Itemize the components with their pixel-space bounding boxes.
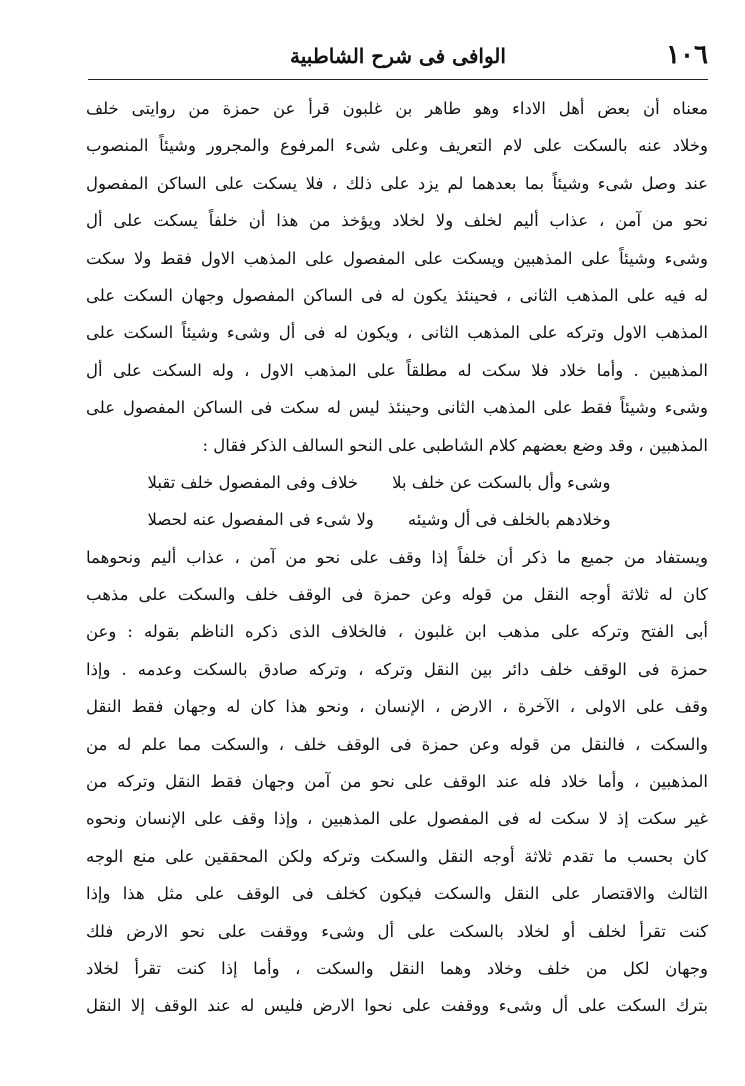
page-header: [88, 40, 708, 80]
text-line: له فيه على المذهب الثانى ، فحينئذ يكون له فى الساكن المفصول وجهان السكت على: [86, 285, 708, 305]
text-line: ويستفاد من جميع ما ذكر أن خلفاً إذا وقف على نحو من آمن ، عذاب أليم ونحوهما: [86, 547, 708, 567]
verse-first-hemistich: وشىء وأل بالسكت عن خلف بلا: [392, 472, 611, 492]
text-line: وشىء وشيئاً فقط على المذهب الثانى وحينئذ ليس له سكت فى الساكن المفصول على: [86, 398, 708, 418]
text-line: وجهان لكل من خلف وخلاد وهما النقل والسكت ، وأما إذا كنت تقرأ لخلاد: [86, 958, 708, 978]
verse-second-hemistich: خلاف وفى المفصول خلف تقبلا: [147, 472, 359, 492]
text-line: كنت تقرأ لخلف أو لخلاد بالسكت على أل وشىء ووقفت على نحو الارض فلك: [86, 921, 708, 941]
text-line: والسكت ، فالنقل من قوله وعن حمزة فى الوقف خلف ، والسكت مما علم له من: [86, 734, 708, 754]
header-rule: [88, 79, 708, 80]
text-line: أبى الفتح وتركه على مذهب ابن غلبون ، فالخلاف الذى ذكره الناظم بقوله : وعن: [86, 622, 708, 642]
text-line: حمزة فى الوقف خلف دائر بين النقل وتركه ، وتركه صادق بالسكت وعدمه . وإذا: [86, 659, 708, 679]
text-line: نحو من آمن ، عذاب أليم لخلف ولا لخلاد ويؤخذ من هذا أن خلفاً يسكت على أل: [86, 211, 708, 231]
text-line: وقف على الاولى ، الآخرة ، الارض ، الإنسان ، ونحو هذا كان له وجهان فقط النقل: [86, 697, 708, 717]
text-line: كان بحسب ما تقدم ثلاثة أوجه النقل والسكت وتركه ولكن المحققين على منع الوجه: [86, 846, 708, 866]
page-number: ١٠٦: [666, 40, 708, 70]
text-line: بترك السكت على أل وشىء ووقفت على نحوا الارض فليس له عند الوقف إلا النقل: [86, 996, 708, 1016]
text-line: كان له ثلاثة أوجه النقل من قوله وعن حمزة فى الوقف خلف والسكت على مذهب: [86, 585, 708, 605]
text-line: المذهبين . وأما خلاد فلا سكت له مطلقاً على المذهب الاول ، وله السكت على أل: [86, 360, 708, 380]
text-line: غير سكت إذ لا سكت له فى المفصول على المذهبين ، وإذا وقف على الإنسان ونحوه: [86, 809, 708, 829]
body-text: [86, 90, 708, 1025]
text-line: المذهب الاول وتركه على المذهب الثانى ، ويكون له فى أل وشىء وشيئاً السكت على: [86, 323, 708, 343]
verse-second-hemistich: ولا شىء فى المفصول عنه لحصلا: [147, 510, 374, 530]
running-title: الوافى فى شرح الشاطبية: [290, 44, 506, 68]
text-line: المذهبين ، وقد وضع بعضهم كلام الشاطبى على النحو السالف الذكر فقال :: [202, 435, 708, 455]
text-line: وشىء وشيئاً على المذهبين ويسكت على المفصول على المذهب الاول فقط ولا سكت: [86, 248, 708, 268]
verse-first-hemistich: وخلادهم بالخلف فى أل وشيئه: [407, 510, 611, 530]
text-line: معناه أن بعض أهل الاداء وهو طاهر بن غلبون قرأ عن حمزة من روايتى خلف: [86, 99, 708, 118]
text-line: الثالث والاقتصار على النقل والسكت فيكون كخلف فى الوقف على مثل هذا وإذا: [86, 884, 708, 904]
text-line: وخلاد عنه بالسكت على لام التعريف وعلى شىء المرفوع والمجرور وشيئاً المنصوب: [86, 136, 708, 156]
text-line: المذهبين ، وأما خلاد فله عند الوقف على نحو من آمن وجهان فقط النقل وتركه من: [86, 772, 708, 792]
text-line: عند وصل شىء وشيئاً بما بعدهما لم يزد على ذلك ، فلا يسكت على الساكن المفصول: [86, 173, 708, 193]
verse-line: [86, 501, 708, 538]
verse-line: [86, 464, 708, 501]
